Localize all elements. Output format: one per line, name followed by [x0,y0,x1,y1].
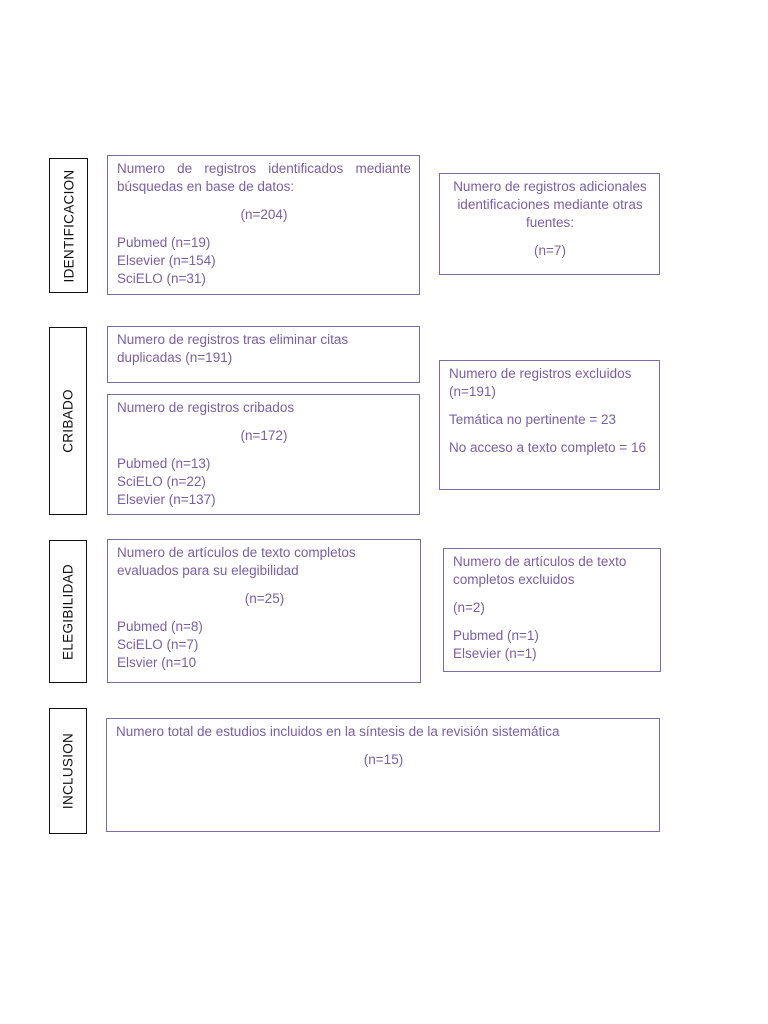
screening-source-pubmed: Pubmed (n=13) [117,456,211,471]
stage-label-cribado: CRIBADO [60,389,76,453]
screening-excluded-text: Numero de registros excluidos (n=191) [449,366,632,399]
screening-duplicates-box [107,326,420,383]
identification-database-text: Numero de registros identificados mediante búsquedas en base de datos: [117,161,411,194]
identification-database-count: (n=204) [240,207,288,222]
eligibility-assessed-count: (n=25) [244,591,285,606]
eligibility-source-elsvier: Elsvier (n=10 [117,655,197,670]
eligibility-source-scielo: SciELO (n=7) [117,637,199,652]
identification-additional-text: Numero de registros adicionales identificaciones mediante otras fuentes: [453,179,647,230]
screening-source-scielo: SciELO (n=22) [117,474,206,489]
inclusion-total-text: Numero total de estudios incluidos en la síntesis de la revisión sistemática [116,724,560,739]
stage-identificacion [49,158,88,293]
eligibility-excluded-pubmed: Pubmed (n=1) [453,628,539,643]
screening-screened-text: Numero de registros cribados [117,400,295,415]
screening-excluded-reason-topic: Temática no pertinente = 23 [449,412,616,427]
screening-screened-count: (n=172) [240,428,288,443]
eligibility-excluded-box [443,548,661,672]
eligibility-assessed-box [107,539,421,683]
inclusion-total-box [106,718,660,832]
screening-excluded-reason-access: No acceso a texto completo = 16 [449,440,646,455]
stage-elegibilidad [49,540,87,683]
identification-source-pubmed: Pubmed (n=19) [117,235,211,250]
eligibility-source-pubmed: Pubmed (n=8) [117,619,203,634]
eligibility-assessed-text: Numero de artículos de texto completos evaluados para su elegibilidad [117,545,356,578]
stage-inclusion [49,708,87,834]
eligibility-excluded-elsevier: Elsevier (n=1) [453,646,537,661]
identification-additional-count: (n=7) [534,243,566,258]
screening-source-elsevier: Elsevier (n=137) [117,492,216,507]
inclusion-total-count: (n=15) [363,752,404,767]
identification-source-scielo: SciELO (n=31) [117,271,206,286]
stage-label-elegibilidad: ELEGIBILIDAD [60,563,76,660]
stage-cribado [49,327,87,515]
identification-additional-box [439,173,660,275]
screening-screened-box [107,394,420,515]
eligibility-excluded-text: Numero de artículos de texto completos excluidos [453,554,627,587]
stage-label-inclusion: INCLUSION [60,732,76,810]
eligibility-excluded-count: (n=2) [453,600,485,615]
screening-duplicates-text: Numero de registros tras eliminar citas duplicadas (n=191) [117,332,349,365]
identification-source-elsevier: Elsevier (n=154) [117,253,216,268]
screening-excluded-box [439,360,660,490]
stage-label-identificacion: IDENTIFICACION [61,169,76,282]
identification-database-box [107,155,420,295]
